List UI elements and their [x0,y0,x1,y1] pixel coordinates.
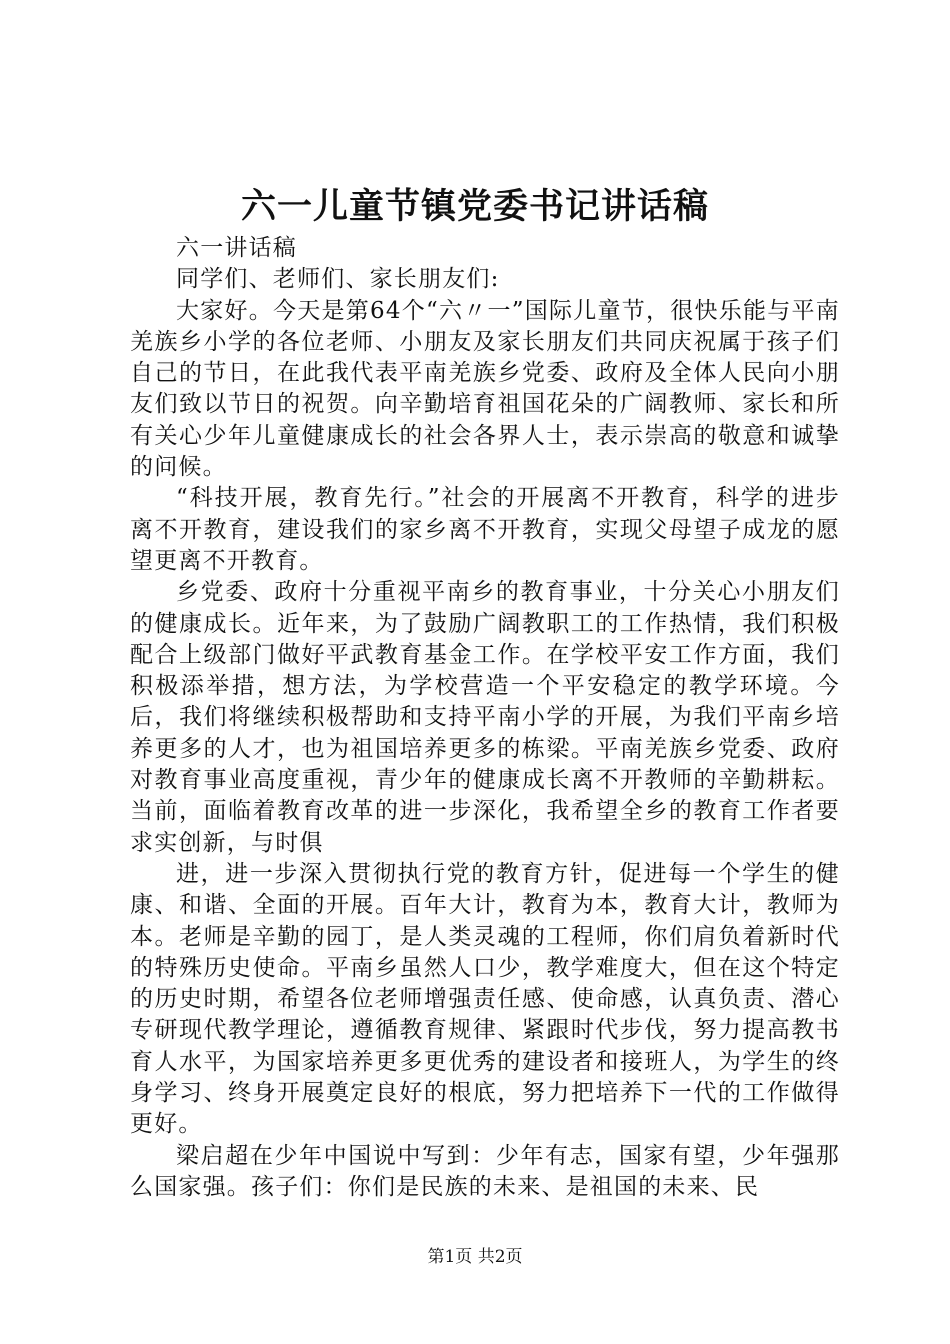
paragraph: 同学们、老师们、家长朋友们: [176,266,500,293]
paragraph: 六一讲话稿 [176,235,297,261]
paragraph: “科技开展，教育先行。”社会的开展离不开教育，科学的进步离不开教育，建设我们的家乡离不开教育，实现父母望子成龙的愿望更离不开教育。 [130,485,840,574]
document-body [130,233,840,1203]
page-number-footer: 第1页 共2页 [427,1247,523,1267]
paragraph: 进，进一步深入贯彻执行党的教育方针，促进每一个学生的健康、和谐、全面的开展。百年大计，教育为本，教育大计，教师为本。老师是辛勤的园丁，是人类灵魂的工程师，你们肩负着新时代的特殊历史使命。平南乡虽然人口少，教学难度大，但在这个特定的历史时期，希望各位老师增强责任感、使命感，认真负责、潜心专研现代教学理论，遵循教育规律、紧跟时代步伐，努力提高教书育人水平，为国家培养更多更优秀的建设者和接班人，为学生的终身学习、终身开展奠定良好的根底，努力把培养下一代的工作做得更好。 [130,860,840,1138]
paragraph: 梁启超在少年中国说中写到：少年有志，国家有望，少年强那么国家强。孩子们：你们是民族的未来、是祖国的未来、民 [130,1142,840,1200]
paragraph: 乡党委、政府十分重视平南乡的教育事业，十分关心小朋友们的健康成长。近年来，为了鼓励广阔教职工的工作热情，我们积极配合上级部门做好平武教育基金工作。在学校平安工作方面，我们积极添举措，想方法，为学校营造一个平安稳定的教学环境。今后，我们将继续积极帮助和支持平南小学的开展，为我们平南乡培养更多的人才，也为祖国培养更多的栋梁。平南羌族乡党委、政府对教育事业高度重视，青少年的健康成长离不开教师的辛勤耕耘。当前，面临着教育改革的进一步深化，我希望全乡的教育工作者要求实创新，与时俱 [130,579,840,856]
document-title: 六一儿童节镇党委书记讲话稿 [240,186,709,227]
paragraph: 大家好。今天是第64个“六〃一”国际儿童节，很快乐能与平南羌族乡小学的各位老师、小朋友及家长朋友们共同庆祝属于孩子们自己的节日，在此我代表平南羌族乡党委、政府及全体人民向小朋友们致以节日的祝贺。向辛勤培育祖国花朵的广阔教师、家长和所有关心少年儿童健康成长的社会各界人士，表示崇高的敬意和诚挚的问候。 [130,297,840,481]
